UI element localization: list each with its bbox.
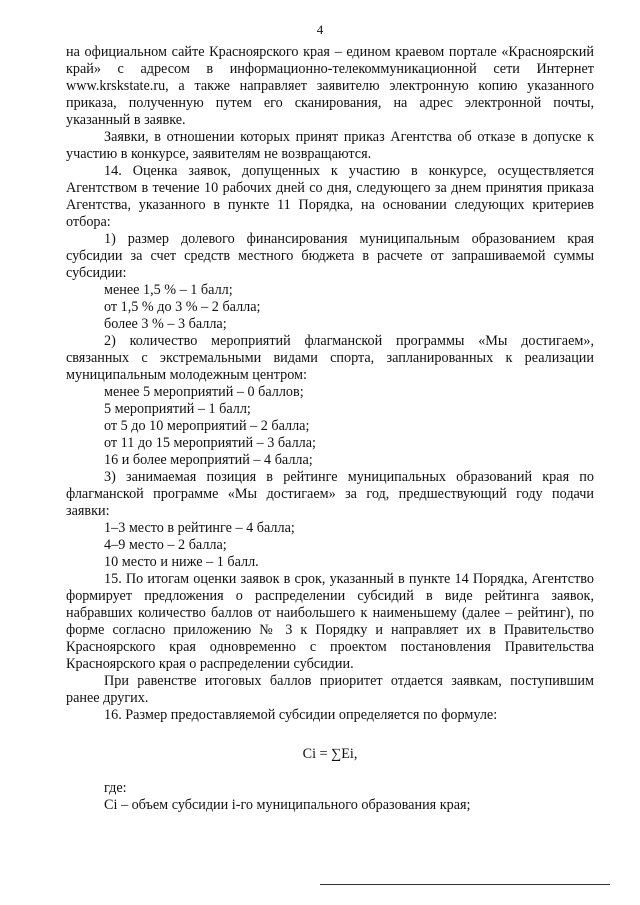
- formula-definition-ci: Ci – объем субсидии i-го муниципального образования края;: [104, 797, 471, 813]
- paragraph-16-formula-intro: 16. Размер предоставляемой субсидии определяется по формуле:: [104, 707, 498, 723]
- subsidy-formula: Ci = ∑Ei,: [302, 746, 358, 762]
- criterion-3-option-1: 1–3 место в рейтинге – 4 балла;: [104, 520, 295, 536]
- criterion-2-option-2: 5 мероприятий – 1 балл;: [104, 401, 251, 417]
- criterion-2-option-3: от 5 до 10 мероприятий – 2 балла;: [104, 418, 310, 434]
- page-number: 4: [316, 22, 324, 37]
- criterion-3-option-2: 4–9 место – 2 балла;: [104, 537, 227, 553]
- criterion-2: 2) количество мероприятий флагманской программы «Мы достигаем», связанных с экстремальными видами спорта, запланированных к реализации муниципальным молодежным центром:: [66, 333, 594, 383]
- paragraph-applications-not-returned: Заявки, в отношении которых принят приказ Агентства об отказе в допуске к участию в конкурсе, заявителям не возвращаются.: [66, 129, 594, 162]
- criterion-2-option-4: от 11 до 15 мероприятий – 3 балла;: [104, 435, 316, 451]
- paragraph-equal-points: При равенстве итоговых баллов приоритет отдается заявкам, поступившим ранее других.: [66, 673, 594, 706]
- criterion-1-option-1: менее 1,5 % – 1 балл;: [104, 282, 233, 298]
- footer-divider: [320, 884, 610, 885]
- criterion-1-option-3: более 3 % – 3 балла;: [104, 316, 227, 332]
- criterion-1-option-2: от 1,5 % до 3 % – 2 балла;: [104, 299, 261, 315]
- document-body: [66, 44, 594, 814]
- paragraph-15-rating: 15. По итогам оценки заявок в срок, указанный в пункте 14 Порядка, Агентство формирует предложения о распределении субсидий в виде рейтинга заявок, набравших количество баллов от наибольшего к наименьшему (далее – рейтинг), по форме согласно приложению № 3 к Порядку и направляет их в Правительство Красноярского края одновременно с проектом постановления Правительства Красноярского края о распределении субсидии.: [66, 571, 594, 672]
- paragraph-portal-publication: на официальном сайте Красноярского края – едином краевом портале «Красноярский край» с адресом в информационно-телекоммуникационной сети Интернет www.krskstate.ru, а также направляет заявителю электронную копию указанного приказа, полученную путем его сканирования, на адрес электронной почты, указанный в заявке.: [66, 44, 594, 128]
- criterion-2-option-5: 16 и более мероприятий – 4 балла;: [104, 452, 313, 468]
- criterion-3-option-3: 10 место и ниже – 1 балл.: [104, 554, 259, 570]
- criterion-3: 3) занимаемая позиция в рейтинге муниципальных образований края по флагманской программе «Мы достигаем» за год, предшествующий году подачи заявки:: [66, 469, 594, 519]
- criterion-2-option-1: менее 5 мероприятий – 0 баллов;: [104, 384, 304, 400]
- criterion-1: 1) размер долевого финансирования муниципальным образованием края субсидии за счет средств местного бюджета в расчете от запрашиваемой суммы субсидии:: [66, 231, 594, 281]
- paragraph-14-evaluation: 14. Оценка заявок, допущенных к участию в конкурсе, осуществляется Агентством в течение 10 рабочих дней со дня, следующего за днем принятия приказа Агентства, указанного в пункте 11 Порядка, на основании следующих критериев отбора:: [66, 163, 594, 230]
- formula-where-label: где:: [104, 780, 127, 796]
